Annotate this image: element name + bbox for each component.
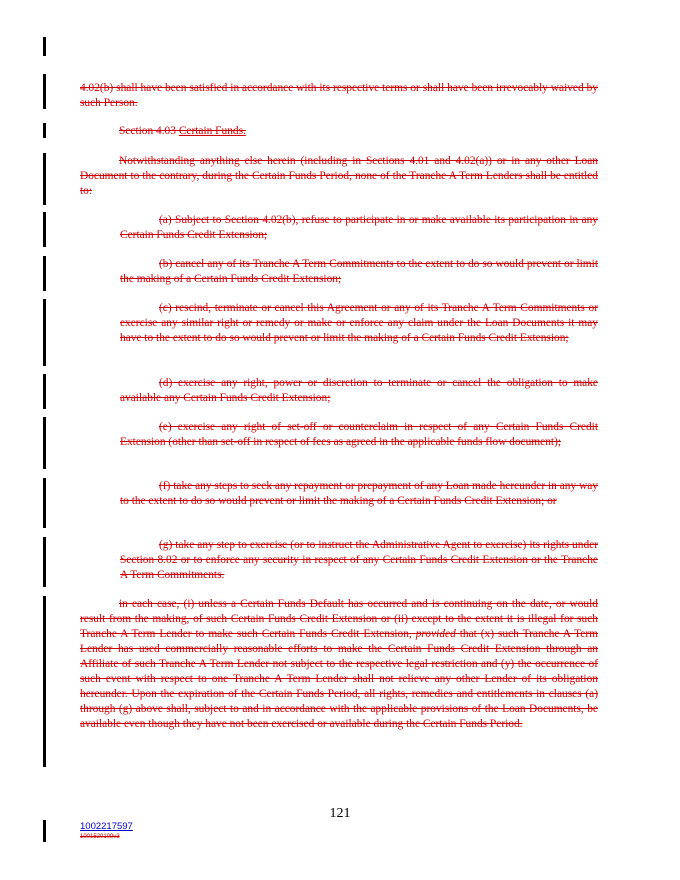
change-bar: [43, 374, 46, 409]
change-bar: [43, 256, 46, 291]
list-item: (a) Subject to Section 4.02(b), refuse to participate in or make available its participation in any Certain Funds Credit Extension;: [120, 214, 598, 241]
change-bar: [43, 820, 46, 842]
closing-text-before: in each case, (i) unless a Certain Funds Default has occurred and is continuing on the date, or would result from the making, of such Certain Funds Credit Extension or (ii) except to the extent it is illegal for such Tranche A Term Lender to make such Certain Funds Credit Extension,: [80, 598, 598, 640]
document-id-link[interactable]: 1002217597: [80, 821, 133, 832]
page-number: 121: [329, 806, 351, 821]
section-number: Section 4.03: [119, 125, 176, 137]
section-heading: [119, 124, 419, 139]
list-item: (e) exercise any right of set-off or counterclaim in respect of any Certain Funds Credit Extension (other than set-off in respect of fees as agreed in the applicable funds flow document);: [120, 421, 598, 448]
list-item: (c) rescind, terminate or cancel this Agreement or any of its Tranche A Term Commitments or exercise any similar right or remedy or make or enforce any claim under the Loan Documents it may have to the extent to do so would prevent or limit the making of a Certain Funds Credit Extension;: [120, 302, 598, 344]
change-bar: [43, 212, 46, 247]
list-item: (f) take any steps to seek any repayment or prepayment of any Loan made hereunder in any way to the extent to do so would prevent or limit the making of a Certain Funds Credit Extension; or: [120, 480, 598, 507]
change-bar: [43, 74, 46, 109]
change-bar: [43, 417, 46, 469]
old-document-id: 1001520109v3: [80, 834, 120, 840]
change-bar: [43, 37, 46, 56]
list-item: (b) cancel any of its Tranche A Term Commitments to the extent to do so would prevent or limit the making of a Certain Funds Credit Extension;: [120, 258, 598, 285]
paragraph-continuation: 4.02(b) shall have been satisfied in accordance with its respective terms or shall have been irrevocably waived by such Person.: [80, 82, 598, 109]
change-bar: [43, 596, 46, 767]
closing-text-after: that (x) such Tranche A Term Lender has used commercially reasonable efforts to make the Certain Funds Credit Extension through an Affiliate of such Tranche A Term Lender not subject to the respective legal restriction and (y) the occurrence of such event with respect to one Tranche A Term Lender shall not relieve any other Lender of its obligation hereunder. Upon the expiration of the Certain Funds Period, all rights, remedies and entitlements in clauses (a) through (g) above shall, subject to and in accordance with the applicable provisions of the Loan Documents, be available even though they have not been exercised or available during the Certain Funds Period.: [80, 628, 598, 730]
section-title: Certain Funds.: [178, 125, 246, 137]
provided-term: provided: [415, 628, 456, 640]
change-bar: [43, 123, 46, 138]
list-item: (d) exercise any right, power or discretion to terminate or cancel the obligation to make available any Certain Funds Credit Extension;: [120, 377, 598, 404]
change-bar: [43, 478, 46, 528]
list-item: (g) take any step to exercise (or to instruct the Administrative Agent to exercise) its rights under Section 8.02 or to enforce any security in respect of any Certain Funds Credit Extension or the Tranche A Term Commitments.: [120, 539, 598, 581]
closing-paragraph: [80, 597, 598, 732]
change-bar: [43, 299, 46, 366]
change-bar: [43, 537, 46, 587]
intro-paragraph: Notwithstanding anything else herein (including in Sections 4.01 and 4.02(a)) or in any other Loan Document to the contrary, during the Certain Funds Period, none of the Tranche A Term Lenders shall be entitled to:: [80, 155, 598, 197]
change-bar: [43, 153, 46, 205]
